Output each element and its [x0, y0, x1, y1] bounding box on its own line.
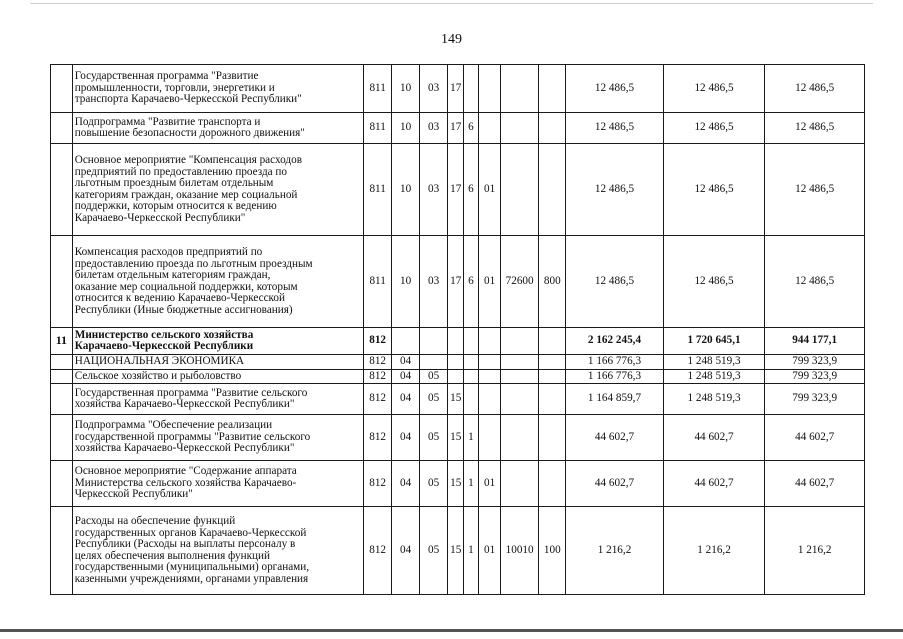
code-section: 04: [392, 355, 420, 370]
code-section: 04: [392, 369, 420, 384]
code-expense-type: [539, 369, 566, 384]
code-section: 04: [392, 507, 420, 595]
code-direction: [500, 113, 538, 144]
code-expense-type: [539, 355, 566, 370]
code-subsection: [420, 355, 448, 370]
amount-year-3: 1 216,2: [765, 507, 865, 595]
code-grbs: 811: [364, 144, 392, 236]
row-name: Сельское хозяйство и рыболовство: [72, 369, 363, 384]
code-expense-type: [539, 65, 566, 113]
budget-table: [50, 64, 865, 595]
amount-year-3: 44 602,7: [765, 461, 865, 507]
page-number: 149: [441, 32, 462, 47]
table-row: [51, 328, 865, 355]
row-number: 11: [51, 328, 73, 355]
code-program: 17: [448, 113, 464, 144]
code-subsection: 05: [420, 461, 448, 507]
code-expense-type: [539, 461, 566, 507]
code-expense-type: 800: [539, 236, 566, 328]
bottom-rule: [0, 629, 903, 632]
amount-year-2: 1 248 519,3: [663, 384, 765, 415]
row-name: Министерство сельского хозяйства Карачаево-Черкесской Республики: [72, 328, 363, 355]
code-program: 15: [448, 384, 464, 415]
row-number: [51, 113, 73, 144]
amount-year-1: 12 486,5: [566, 65, 663, 113]
code-expense-type: 100: [539, 507, 566, 595]
amount-year-1: 44 602,7: [566, 415, 663, 461]
code-event: 01: [479, 236, 501, 328]
amount-year-2: 1 720 645,1: [663, 328, 765, 355]
code-subsection: 05: [420, 384, 448, 415]
row-name: Подпрограмма "Обеспечение реализации государственной программы "Развитие сельского хозяйства Карачаево-Черкесской Республики": [72, 415, 363, 461]
row-number: [51, 65, 73, 113]
amount-year-2: 44 602,7: [663, 415, 765, 461]
row-number: [51, 369, 73, 384]
code-grbs: 811: [364, 113, 392, 144]
amount-year-1: 12 486,5: [566, 113, 663, 144]
row-name: Основное мероприятие "Содержание аппарата Министерства сельского хозяйства Карачаево- Черкесской Республики": [72, 461, 363, 507]
top-rule: [30, 3, 873, 4]
code-direction: 72600: [500, 236, 538, 328]
code-direction: [500, 461, 538, 507]
code-subsection: 03: [420, 144, 448, 236]
row-name: Государственная программа "Развитие промышленности, торговли, энергетики и транспорта Карачаево-Черкесской Республики": [72, 65, 363, 113]
code-subprogram: 6: [463, 113, 479, 144]
code-grbs: 812: [364, 415, 392, 461]
code-subsection: 03: [420, 65, 448, 113]
table-row: [51, 355, 865, 370]
code-event: 01: [479, 461, 501, 507]
code-grbs: 811: [364, 65, 392, 113]
code-event: [479, 355, 501, 370]
code-expense-type: [539, 144, 566, 236]
table-row: [51, 65, 865, 113]
code-direction: [500, 65, 538, 113]
code-subprogram: [463, 384, 479, 415]
row-number: [51, 507, 73, 595]
code-direction: [500, 144, 538, 236]
code-subprogram: 1: [463, 461, 479, 507]
table-row: [51, 461, 865, 507]
amount-year-1: 12 486,5: [566, 236, 663, 328]
code-subprogram: [463, 369, 479, 384]
table-row: [51, 415, 865, 461]
table-row: [51, 369, 865, 384]
code-expense-type: [539, 415, 566, 461]
code-grbs: 812: [364, 461, 392, 507]
row-name: Государственная программа "Развитие сельского хозяйства Карачаево-Черкесской Республики": [72, 384, 363, 415]
code-event: [479, 65, 501, 113]
code-event: 01: [479, 144, 501, 236]
code-grbs: 812: [364, 369, 392, 384]
amount-year-3: 12 486,5: [765, 113, 865, 144]
table-row: [51, 113, 865, 144]
amount-year-3: 12 486,5: [765, 236, 865, 328]
code-grbs: 811: [364, 236, 392, 328]
code-direction: [500, 355, 538, 370]
code-subsection: 05: [420, 369, 448, 384]
code-event: [479, 328, 501, 355]
code-expense-type: [539, 384, 566, 415]
table-row: [51, 507, 865, 595]
code-subsection: 05: [420, 507, 448, 595]
code-section: 04: [392, 461, 420, 507]
code-subsection: 05: [420, 415, 448, 461]
row-number: [51, 384, 73, 415]
row-name: Основное мероприятие "Компенсация расходов предприятий по предоставлению проезда по льготным проездным билетам отдельным категориям граждан, оказание мер социальной поддержки, которым относится к ведению Карачаево-Черкесской Республики": [72, 144, 363, 236]
amount-year-3: 44 602,7: [765, 415, 865, 461]
amount-year-1: 1 166 776,3: [566, 369, 663, 384]
code-program: 15: [448, 507, 464, 595]
code-subsection: 03: [420, 236, 448, 328]
code-section: 04: [392, 415, 420, 461]
amount-year-3: 799 323,9: [765, 369, 865, 384]
code-program: 15: [448, 461, 464, 507]
row-name: НАЦИОНАЛЬНАЯ ЭКОНОМИКА: [72, 355, 363, 370]
amount-year-3: 799 323,9: [765, 384, 865, 415]
amount-year-2: 12 486,5: [663, 236, 765, 328]
row-number: [51, 236, 73, 328]
amount-year-3: 799 323,9: [765, 355, 865, 370]
code-event: [479, 113, 501, 144]
amount-year-3: 12 486,5: [765, 65, 865, 113]
amount-year-1: 1 164 859,7: [566, 384, 663, 415]
code-program: 17: [448, 144, 464, 236]
amount-year-1: 2 162 245,4: [566, 328, 663, 355]
code-event: 01: [479, 507, 501, 595]
code-expense-type: [539, 328, 566, 355]
row-name: Расходы на обеспечение функций государственных органов Карачаево-Черкесской Республики (Расходы на выплаты персоналу в целях обеспечения выполнения функций государственными (муниципальными) органами, казенными учреждениями, органами управления: [72, 507, 363, 595]
code-direction: [500, 328, 538, 355]
code-grbs: 812: [364, 355, 392, 370]
row-number: [51, 355, 73, 370]
code-program: 17: [448, 65, 464, 113]
code-program: [448, 355, 464, 370]
code-section: 10: [392, 236, 420, 328]
code-event: [479, 369, 501, 384]
table-row: [51, 384, 865, 415]
code-subprogram: [463, 328, 479, 355]
row-number: [51, 415, 73, 461]
code-program: [448, 369, 464, 384]
code-subprogram: 1: [463, 415, 479, 461]
amount-year-3: 12 486,5: [765, 144, 865, 236]
code-direction: [500, 415, 538, 461]
amount-year-2: 12 486,5: [663, 65, 765, 113]
code-grbs: 812: [364, 507, 392, 595]
code-section: 10: [392, 144, 420, 236]
amount-year-1: 1 216,2: [566, 507, 663, 595]
code-subsection: [420, 328, 448, 355]
code-section: 10: [392, 65, 420, 113]
budget-table-body: [51, 65, 865, 595]
code-direction: [500, 384, 538, 415]
code-section: 04: [392, 384, 420, 415]
code-subsection: 03: [420, 113, 448, 144]
code-program: 15: [448, 415, 464, 461]
amount-year-2: 12 486,5: [663, 113, 765, 144]
amount-year-2: 1 248 519,3: [663, 355, 765, 370]
row-name: Подпрограмма "Развитие транспорта и повышение безопасности дорожного движения": [72, 113, 363, 144]
code-subprogram: [463, 355, 479, 370]
amount-year-3: 944 177,1: [765, 328, 865, 355]
code-grbs: 812: [364, 328, 392, 355]
table-row: [51, 236, 865, 328]
amount-year-1: 1 166 776,3: [566, 355, 663, 370]
amount-year-1: 12 486,5: [566, 144, 663, 236]
code-subprogram: [463, 65, 479, 113]
code-program: [448, 328, 464, 355]
code-expense-type: [539, 113, 566, 144]
amount-year-2: 12 486,5: [663, 144, 765, 236]
amount-year-1: 44 602,7: [566, 461, 663, 507]
code-direction: 10010: [500, 507, 538, 595]
row-number: [51, 461, 73, 507]
code-section: [392, 328, 420, 355]
row-number: [51, 144, 73, 236]
amount-year-2: 1 216,2: [663, 507, 765, 595]
code-subprogram: 6: [463, 236, 479, 328]
code-subprogram: 1: [463, 507, 479, 595]
row-name: Компенсация расходов предприятий по предоставлению проезда по льготным проездным билетам отдельным категориям граждан, оказание мер социальной поддержки, которым относится к ведению Карачаево-Черкесской Республики (Иные бюджетные ассигнования): [72, 236, 363, 328]
code-program: 17: [448, 236, 464, 328]
amount-year-2: 1 248 519,3: [663, 369, 765, 384]
code-direction: [500, 369, 538, 384]
code-subprogram: 6: [463, 144, 479, 236]
code-event: [479, 415, 501, 461]
code-event: [479, 384, 501, 415]
code-grbs: 812: [364, 384, 392, 415]
table-row: [51, 144, 865, 236]
amount-year-2: 44 602,7: [663, 461, 765, 507]
code-section: 10: [392, 113, 420, 144]
